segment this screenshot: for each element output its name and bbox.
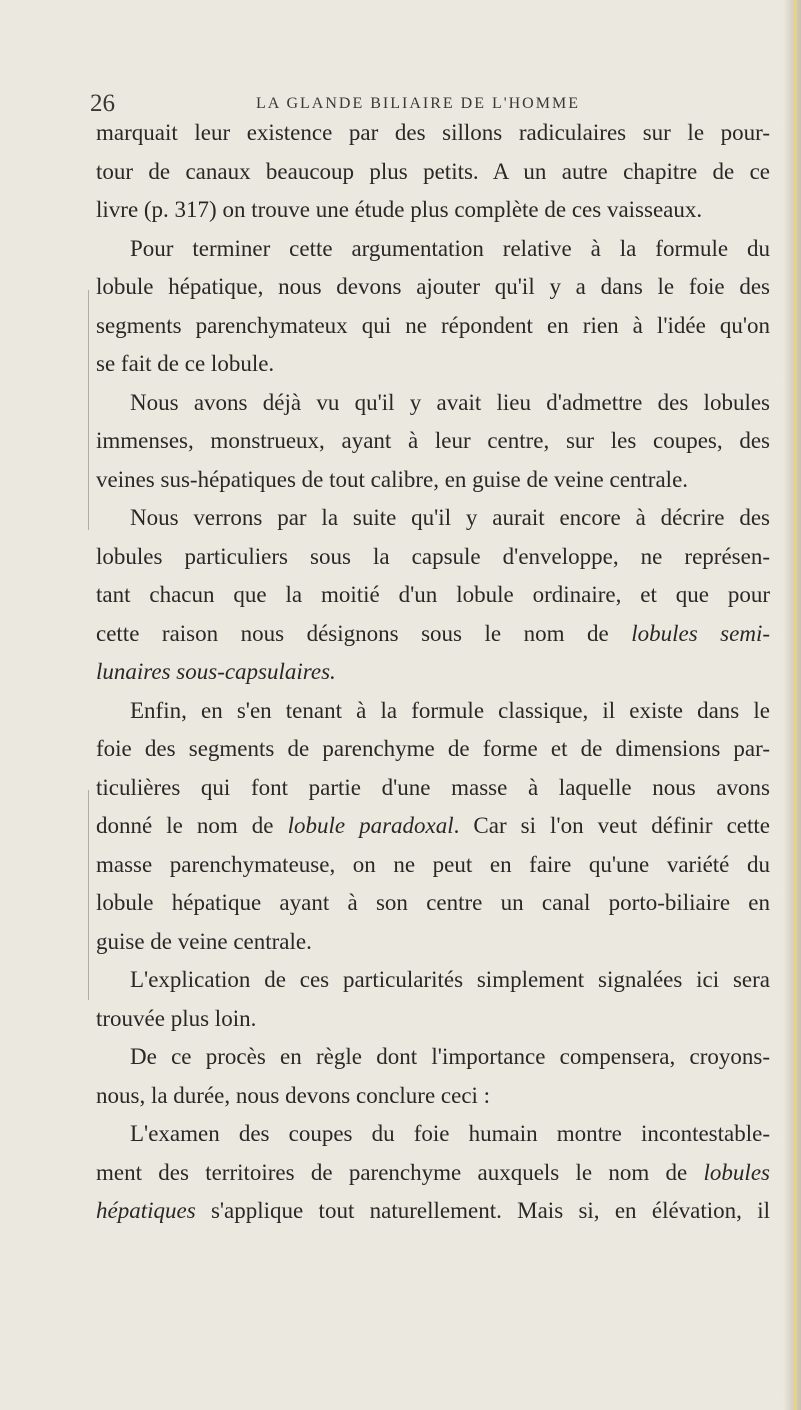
- text-line: immenses, monstrueux, ayant à leur centre, sur les coupes, des: [96, 428, 770, 453]
- text-line: foie des segments de parenchyme de forme et de dimensions par-: [96, 736, 770, 761]
- text-line: Pour terminer cette argumentation relative à la formule du: [130, 235, 770, 261]
- running-title: LA GLANDE BILIAIRE DE L'HOMME: [256, 95, 580, 112]
- text-line: L'explication de ces particularités simplement signalées ici sera: [130, 967, 770, 992]
- text-line: lobule hépatique ayant à son centre un canal porto-biliaire en: [96, 890, 770, 915]
- text-line: segments parenchymateux qui ne répondent en rien à l'idée qu'on: [96, 312, 770, 338]
- text-line: se fait de ce lobule.: [96, 351, 275, 376]
- text-line: livre (p. 317) on trouve une étude plus complète de ces vaisseaux.: [96, 197, 703, 222]
- text-line: tour de canaux beaucoup plus petits. A un autre chapitre de ce: [96, 158, 770, 184]
- text-line: Nous verrons par la suite qu'il y aurait encore à décrire des: [130, 505, 770, 530]
- text-line: hépatiques s'applique tout naturellement. Mais si, en élévation, il: [96, 1198, 770, 1223]
- text-line: veines sus-hépatiques de tout calibre, en guise de veine centrale.: [96, 466, 689, 492]
- text-line: ticulières qui font partie d'une masse à laquelle nous avons: [96, 774, 770, 800]
- text-line: marquait leur existence par des sillons radiculaires sur le pour-: [96, 120, 770, 145]
- text-line: L'examen des coupes du foie humain montre incontestable-: [130, 1121, 770, 1146]
- text-line: trouvée plus loin.: [96, 1005, 257, 1031]
- text-line: nous, la durée, nous devons conclure ceci :: [96, 1082, 491, 1108]
- text-line: lunaires sous-capsulaires.: [96, 659, 336, 684]
- text-line: Enfin, en s'en tenant à la formule classique, il existe dans le: [130, 697, 770, 723]
- text-line: cette raison nous désignons sous le nom de lobules semi-: [96, 620, 770, 646]
- page-edge: [783, 0, 801, 1410]
- text-line: lobules particuliers sous la capsule d'enveloppe, ne représen-: [96, 543, 770, 569]
- text-line: donné le nom de lobule paradoxal. Car si l'on veut définir cette: [96, 813, 770, 838]
- text-line: ment des territoires de parenchyme auxquels le nom de lobules: [96, 1159, 770, 1185]
- page-number: 26: [90, 90, 115, 117]
- margin-mark: [88, 790, 89, 1000]
- text-line: tant chacun que la moitié d'un lobule ordinaire, et que pour: [96, 582, 770, 607]
- text-line: lobule hépatique, nous devons ajouter qu'il y a dans le foie des: [96, 274, 770, 299]
- body-text: [96, 114, 770, 1231]
- text-line: masse parenchymateuse, on ne peut en faire qu'une variété du: [96, 851, 770, 877]
- text-line: guise de veine centrale.: [96, 928, 312, 954]
- text-line: De ce procès en règle dont l'importance compensera, croyons-: [130, 1044, 770, 1069]
- margin-mark: [88, 290, 89, 530]
- text-line: Nous avons déjà vu qu'il y avait lieu d'admettre des lobules: [130, 389, 770, 415]
